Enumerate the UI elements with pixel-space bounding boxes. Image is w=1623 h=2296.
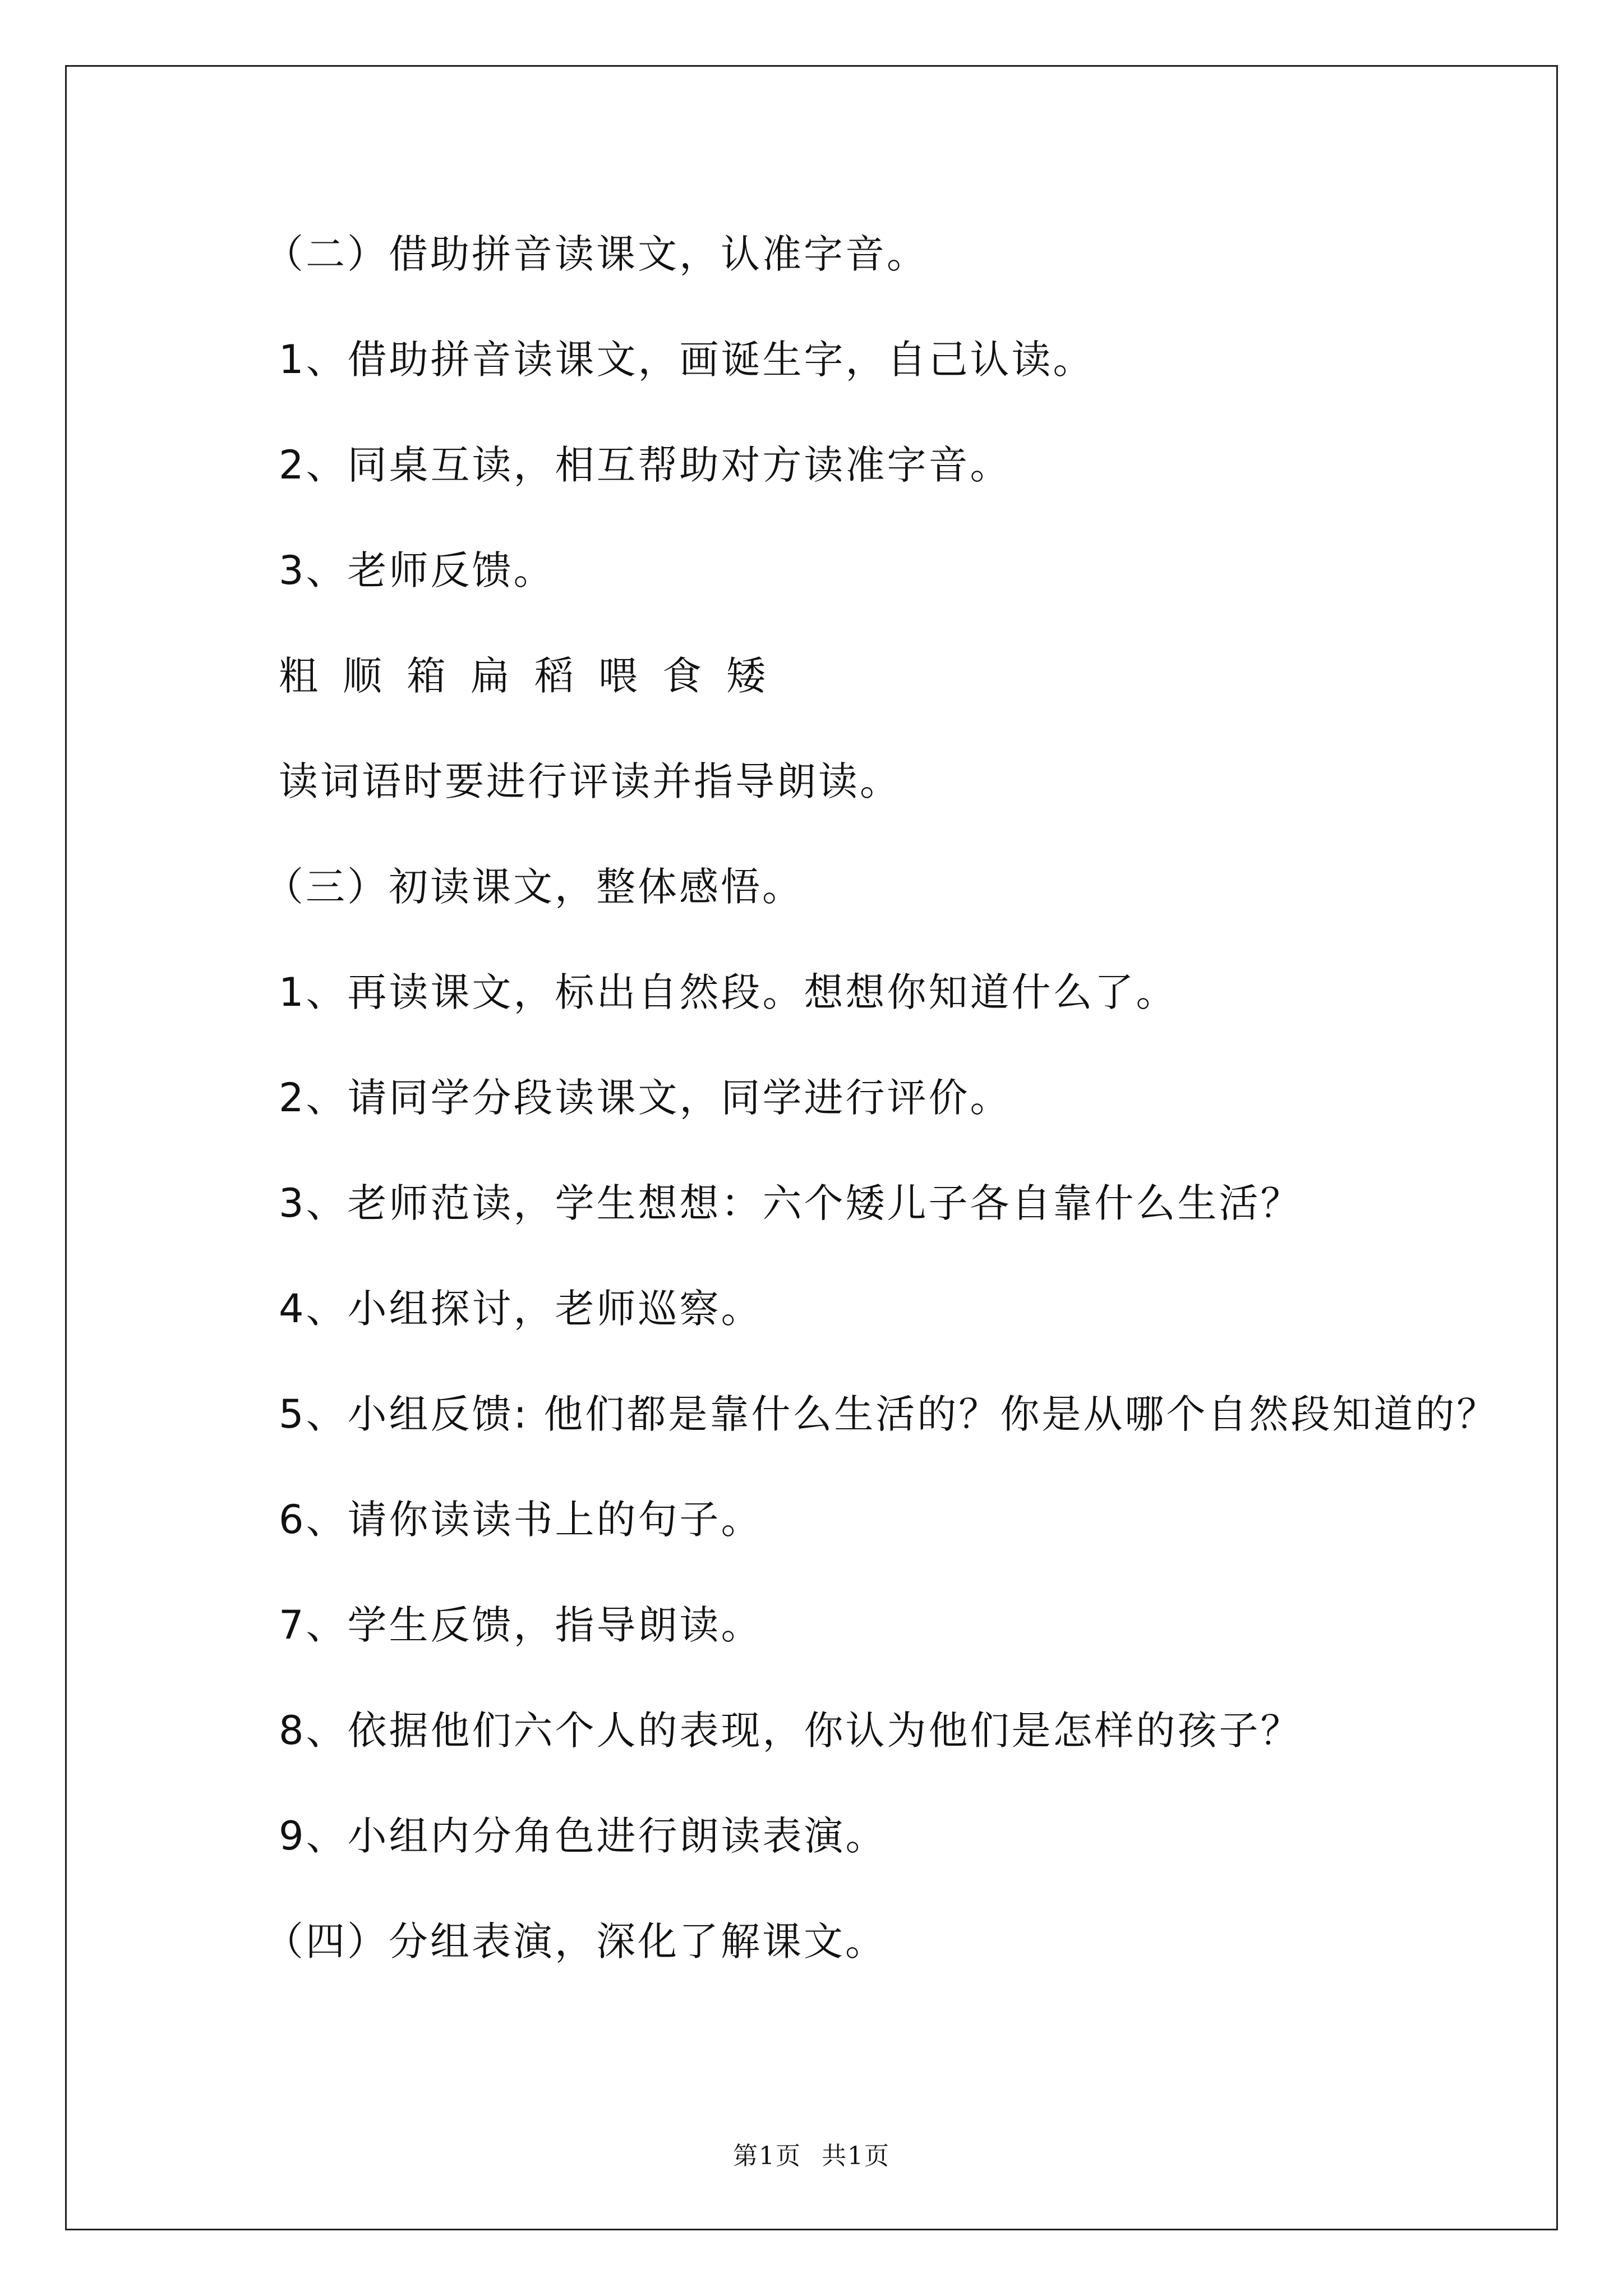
paragraph-line: 4、小组探讨，老师巡察。 <box>279 1286 763 1332</box>
paragraph-line: 1、借助拼音读课文，画诞生字，自己认读。 <box>279 337 1095 383</box>
paragraph-line: 3、老师反馈。 <box>279 547 555 593</box>
paragraph-line: 5、小组反馈: 他们都是靠什么生活的？你是从哪个自然段知道的？ <box>279 1391 1498 1437</box>
page-frame <box>65 65 1558 2230</box>
paragraph-line: 6、请你读读书上的句子。 <box>279 1497 763 1543</box>
document-body <box>67 67 1556 2229</box>
vocabulary-characters: 粗顺箱扁稻喂食矮 <box>279 653 790 699</box>
paragraph-line: 1、再读课文，标出自然段。想想你知道什么了。 <box>279 969 1178 1015</box>
paragraph-line: 2、同桌互读，相互帮助对方读准字音。 <box>279 442 1012 488</box>
paragraph-line: 读词语时要进行评读并指导朗读。 <box>279 758 901 804</box>
section-heading-2: （二）借助拼音读课文，认准字音。 <box>264 231 928 277</box>
section-heading-3: （三）初读课文，整体感悟。 <box>264 864 804 910</box>
paragraph-line: 3、老师范读，学生想想：六个矮儿子各自靠什么生活？ <box>279 1180 1302 1226</box>
paragraph-line: 7、学生反馈，指导朗读。 <box>279 1602 763 1648</box>
paragraph-line: 8、依据他们六个人的表现，你认为他们是怎样的孩子？ <box>279 1708 1302 1754</box>
section-heading-4: （四）分组表演，深化了解课文。 <box>264 1918 887 1964</box>
page-number: 第1页 <box>733 2142 801 2170</box>
page-total: 共1页 <box>822 2142 890 2170</box>
paragraph-line: 2、请同学分段读课文，同学进行评价。 <box>279 1075 1012 1121</box>
paragraph-line: 9、小组内分角色进行朗读表演。 <box>279 1813 887 1859</box>
page-footer <box>67 2142 1556 2170</box>
